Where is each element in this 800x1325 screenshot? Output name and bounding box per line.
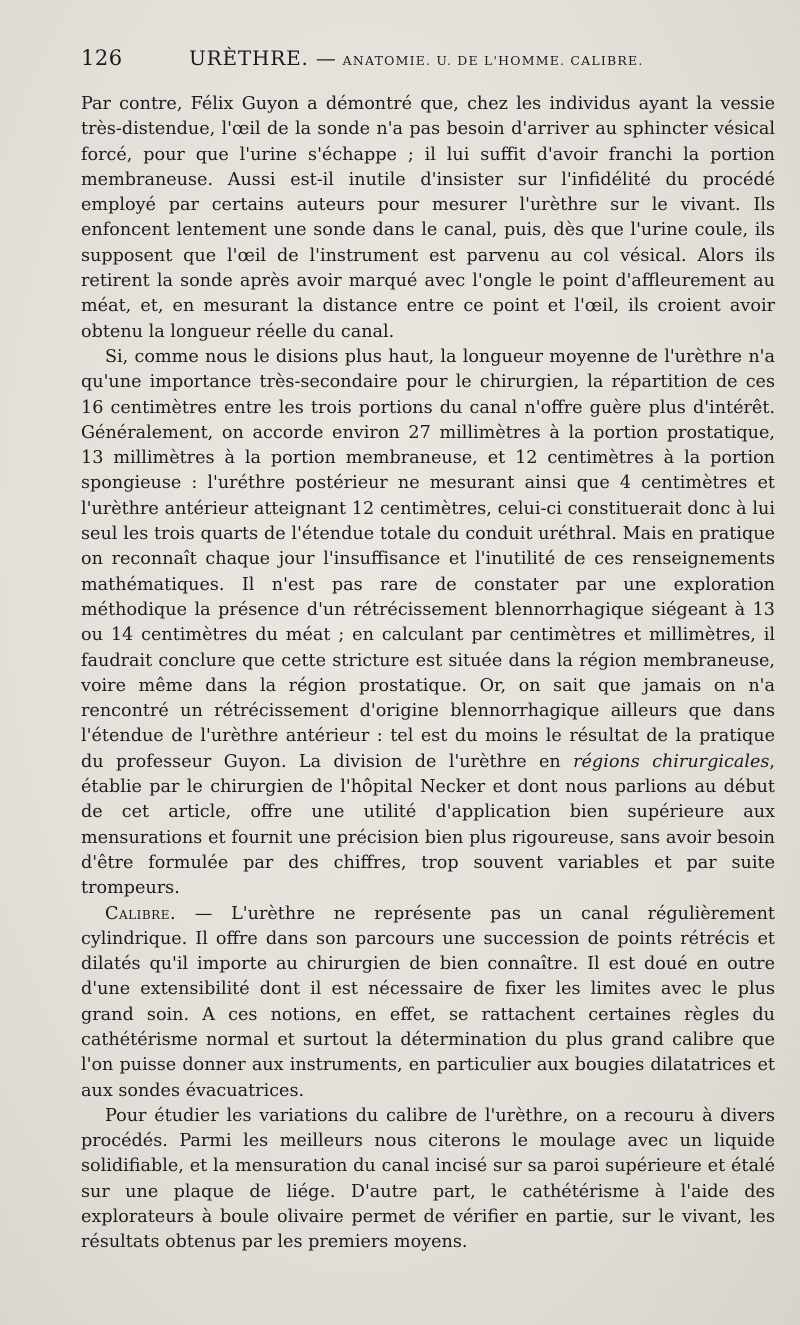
running-head-title: URÈTHRE. — [189, 46, 337, 70]
paragraph-guyon-sonde [81, 92, 775, 345]
paragraph-procedes [81, 1104, 775, 1256]
running-head [81, 46, 776, 86]
paragraph-text-part-b: , établie par le chirurgien de l'hôpital Necker et dont nous parlions au début de cet article, offre une utilité d'application bien supérieure aux mensurations et fournit une précision bien plus rigoureuse, sans avoir besoin d'être formulée par des chiffres, trop souvent variables et par suite trompeurs. [81, 751, 775, 899]
running-head-subtitle: ANATOMIE. U. DE L'HOMME. CALIBRE. [342, 53, 644, 68]
italic-term: régions chirurgicales [573, 751, 770, 772]
paragraph-text: Par contre, Félix Guyon a démontré que, chez les individus ayant la vessie très-distendue, l'œil de la sonde n'a pas besoin d'arriver au sphincter vésical forcé, pour que l'urine s'échappe ; il lui suffit d'avoir franchi la portion membraneuse. Aussi est-il inutile d'insister sur l'infidélité du procédé employé par certains auteurs pour mesurer l'urèthre sur le vivant. Ils enfoncent lentement une sonde dans le canal, puis, dès que l'urine coule, ils supposent que l'œil de l'instrument est parvenu au col vésical. Alors ils retirent la sonde après avoir marqué avec l'ongle le point d'affleurement au méat, et, en mesurant la distance entre ce point et l'œil, ils croient avoir obtenu la longueur réelle du canal. [81, 94, 775, 342]
body-text [81, 92, 775, 1256]
paragraph-text: — L'urèthre ne représente pas un canal régulièrement cylindrique. Il offre dans son parcours une succession de points rétrécis et dilatés qu'il importe au chirurgien de bien connaître. Il est doué en outre d'une extensibilité dont il est nécessaire de fixer les limites avec le plus grand soin. A ces notions, en effet, se rattachent certaines règles du cathétérisme normal et surtout la détermination du plus grand calibre que l'on puisse donner aux instruments, en particulier aux bougies dilatatrices et aux sondes évacuatrices. [81, 903, 775, 1101]
paragraph-calibre [81, 902, 775, 1104]
paragraph-longueur [81, 345, 775, 902]
section-lead-calibre: Calibre. [105, 903, 177, 924]
paragraph-text-part-a: Si, comme nous le disions plus haut, la longueur moyenne de l'urèthre n'a qu'une importance très-secondaire pour le chirurgien, la répartition de ces 16 centimètres entre les trois portions du canal n'offre guère plus d'intérêt. Généralement, on accorde environ 27 millimètres à la portion prostatique, 13 millimètres à la portion membraneuse, et 12 centimètres à la portion spongieuse : l'uréthre postérieur ne mesurant ainsi que 4 centimètres et l'urèthre antérieur atteignant 12 centimètres, celui-ci constituerait donc à lui seul les trois quarts de l'étendue totale du conduit uréthral. Mais en pratique on reconnaît chaque jour l'insuffisance et l'inutilité de ces renseignements mathématiques. Il n'est pas rare de constater par une exploration méthodique la présence d'un rétrécissement blennorrhagique siégeant à 13 ou 14 centimètres du méat ; en calculant par centimètres et millimètres, il faudrait conclure que cette stricture est située dans la région membraneuse, voire même dans la région prostatique. Or, on sait que jamais on n'a rencontré un rétrécissement d'origine blennorrhagique ailleurs que dans l'étendue de l'urèthre antérieur : tel est du moins le résultat de la pratique du professeur Guyon. La division de l'urèthre en [81, 346, 775, 772]
page-number: 126 [81, 46, 123, 70]
paragraph-text: Pour étudier les variations du calibre de l'urèthre, on a recouru à divers procédés. Parmi les meilleurs nous citerons le moulage avec un liquide solidifiable, et la mensuration du canal incisé sur sa paroi supérieure et étalé sur une plaque de liége. D'autre part, le cathétérisme à l'aide des explorateurs à boule olivaire permet de vérifier en partie, sur le vivant, les résultats obtenus par les premiers moyens. [81, 1105, 775, 1253]
